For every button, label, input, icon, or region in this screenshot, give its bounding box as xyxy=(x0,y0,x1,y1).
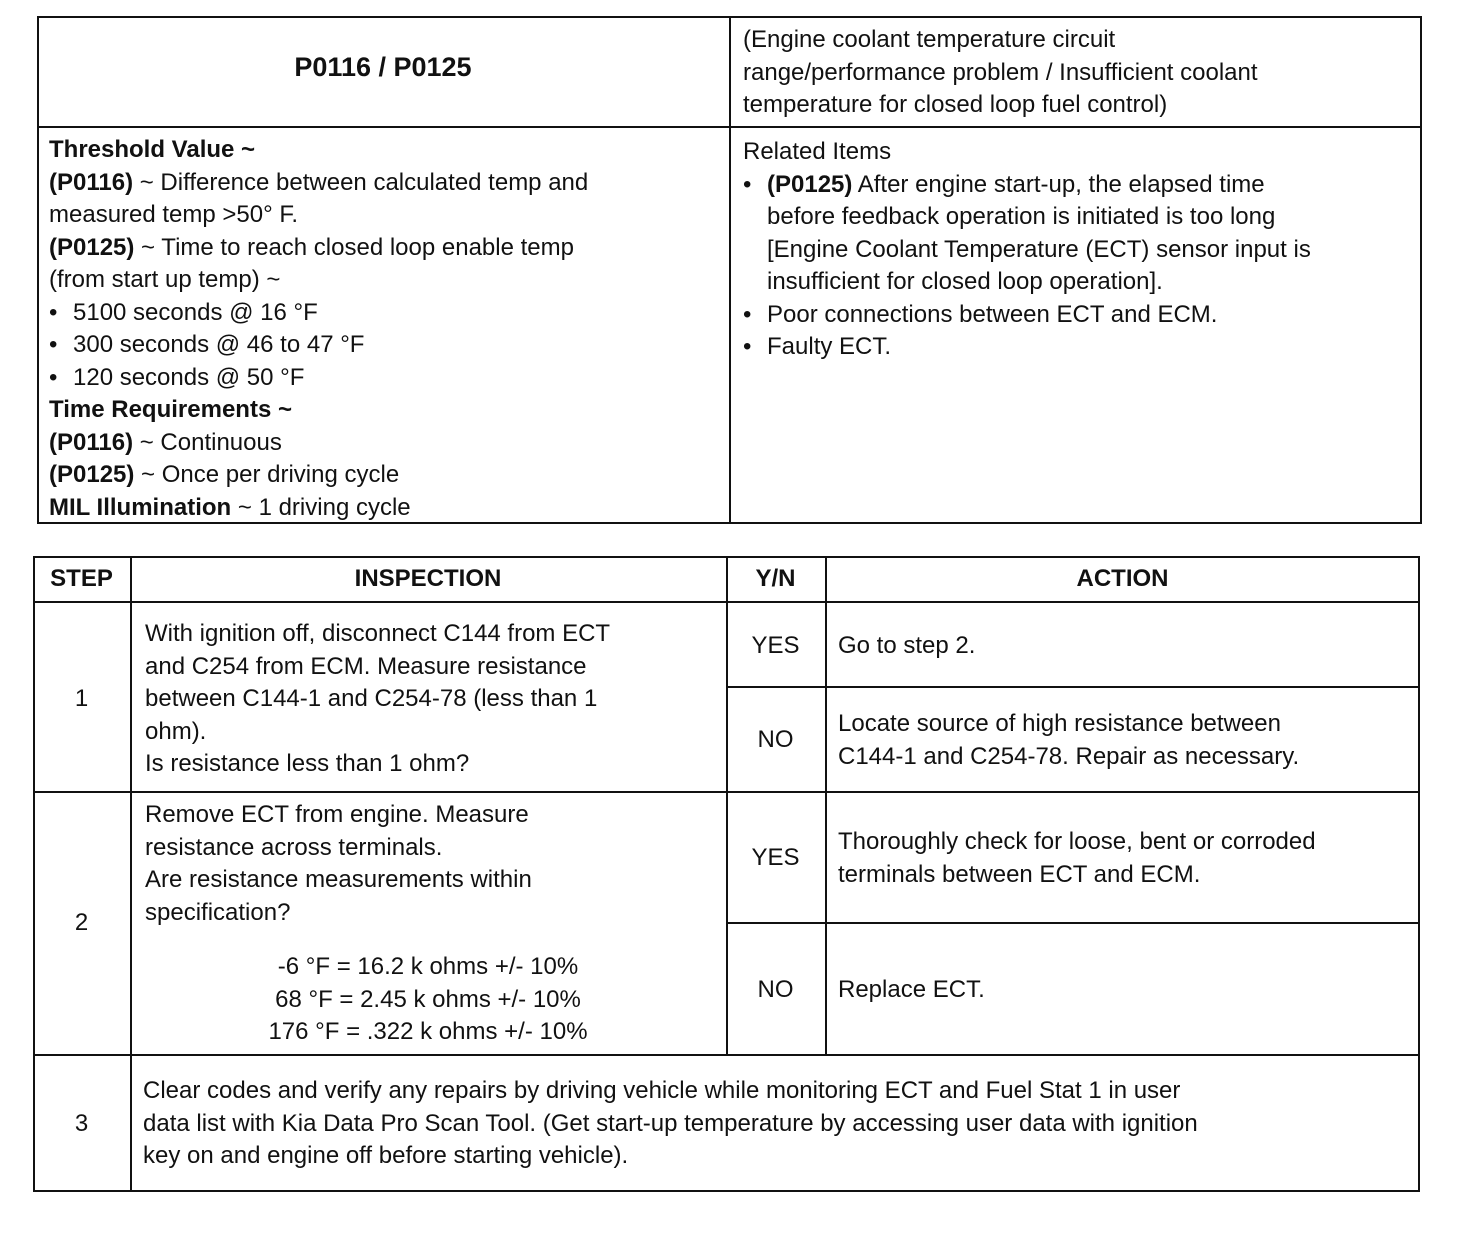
related-items-section xyxy=(743,136,1311,364)
dtc-summary-divider-vertical xyxy=(729,16,731,524)
related-items-title: Related Items xyxy=(743,138,892,165)
dtc-description xyxy=(743,24,1258,122)
action-line: Locate source of high resistance between xyxy=(838,710,1281,737)
action-line: C144-1 and C254-78. Repair as necessary. xyxy=(838,742,1300,770)
inspection-line: and C254 from ECM. Measure resistance xyxy=(145,652,587,680)
yes-label: YES xyxy=(751,632,800,659)
code-label: (P0116) xyxy=(49,168,134,196)
step1-no-action xyxy=(838,708,1299,773)
step1-yes-action: Go to step 2. xyxy=(838,632,976,659)
step2-no-action: Replace ECT. xyxy=(838,976,985,1003)
code-label: (P0125) xyxy=(49,461,135,488)
column-header-step: STEP xyxy=(50,565,113,592)
related-text: [Engine Coolant Temperature (ECT) sensor input is xyxy=(767,235,1311,263)
time-text: ~ Continuous xyxy=(133,428,282,456)
threshold-p0116-line1 xyxy=(49,167,588,200)
list-item: • Poor connections between ECT and ECM. xyxy=(743,299,1311,332)
list-item: • 5100 seconds @ 16 °F xyxy=(49,297,588,330)
step-column-divider xyxy=(130,556,132,1192)
dtc-description-line: temperature for closed loop fuel control) xyxy=(743,91,1168,118)
threshold-p0125-line2: (from start up temp) ~ xyxy=(49,266,281,293)
step3-text xyxy=(143,1075,1198,1173)
related-text: After engine start-up, the elapsed time xyxy=(852,170,1265,198)
code-label: (P0125) xyxy=(767,170,853,198)
step-number: 2 xyxy=(74,909,89,936)
list-item: • Faulty ECT. xyxy=(743,331,1311,364)
yes-label: YES xyxy=(751,844,800,871)
step3-line: key on and engine off before starting vehicle). xyxy=(143,1142,629,1169)
inspection-line: Is resistance less than 1 ohm? xyxy=(145,750,470,777)
step1-inspection xyxy=(145,618,610,781)
step1-step2-divider xyxy=(33,791,1420,793)
step2-inspection xyxy=(145,799,532,929)
inspection-line: Are resistance measurements within xyxy=(145,866,532,893)
mil-illumination xyxy=(49,492,588,525)
list-item xyxy=(743,169,1311,299)
spec-line: -6 °F = 16.2 k ohms +/- 10% xyxy=(277,953,579,980)
threshold-bullet-list xyxy=(49,297,588,395)
step2-yes-no-divider xyxy=(726,922,1420,924)
related-text: insufficient for closed loop operation]. xyxy=(767,268,1163,295)
step3-line: Clear codes and verify any repairs by driving vehicle while monitoring ECT and Fuel Stat 1 in user xyxy=(143,1077,1181,1104)
time-text: ~ Once per driving cycle xyxy=(134,461,400,488)
inspection-line: Remove ECT from engine. Measure xyxy=(145,801,529,828)
yn-column-divider xyxy=(825,556,827,1056)
code-label: (P0116) xyxy=(49,428,134,456)
time-p0116 xyxy=(49,427,588,460)
threshold-p0116-line2: measured temp >50° F. xyxy=(49,201,299,228)
related-items-list xyxy=(743,169,1311,364)
step3-line: data list with Kia Data Pro Scan Tool. (Get start-up temperature by accessing user data with ignition xyxy=(143,1109,1198,1137)
threshold-text: ~ Difference between calculated temp and xyxy=(133,168,589,196)
related-text: before feedback operation is initiated is too long xyxy=(767,203,1276,230)
action-line: terminals between ECT and ECM. xyxy=(838,860,1201,888)
dtc-code-title: P0116 / P0125 xyxy=(294,52,472,82)
dtc-description-line: (Engine coolant temperature circuit xyxy=(743,26,1116,53)
threshold-title: Threshold Value ~ xyxy=(49,136,256,163)
time-p0125 xyxy=(49,459,588,492)
inspection-line: specification? xyxy=(145,898,291,926)
action-line: Thoroughly check for loose, bent or corroded xyxy=(838,828,1316,855)
step1-yes-no-divider xyxy=(726,686,1420,688)
mil-label: MIL Illumination xyxy=(49,493,232,521)
step-number: 1 xyxy=(74,685,89,712)
no-label: NO xyxy=(757,976,794,1003)
code-label: (P0125) xyxy=(49,233,135,261)
step2-specifications xyxy=(130,951,726,1049)
list-item: • 300 seconds @ 46 to 47 °F xyxy=(49,329,588,362)
spec-line: 68 °F = 2.45 k ohms +/- 10% xyxy=(275,985,581,1013)
time-requirements-title: Time Requirements ~ xyxy=(49,396,292,423)
spec-line: 176 °F = .322 k ohms +/- 10% xyxy=(268,1018,588,1045)
inspection-line: resistance across terminals. xyxy=(145,833,443,861)
step2-yes-action xyxy=(838,826,1316,891)
column-header-inspection: INSPECTION xyxy=(354,565,502,592)
list-item: • 120 seconds @ 50 °F xyxy=(49,362,588,395)
threshold-p0125-line1 xyxy=(49,232,588,265)
header-row-divider xyxy=(33,601,1420,603)
inspection-line: ohm). xyxy=(145,717,207,745)
step-number: 3 xyxy=(74,1110,89,1137)
dtc-summary-divider-horizontal xyxy=(37,126,1422,128)
threshold-section xyxy=(49,134,588,524)
step2-step3-divider xyxy=(33,1054,1420,1056)
no-label: NO xyxy=(757,726,794,753)
mil-text: ~ 1 driving cycle xyxy=(231,493,411,521)
dtc-description-line: range/performance problem / Insufficient coolant xyxy=(743,58,1258,86)
column-header-yn: Y/N xyxy=(755,565,796,592)
column-header-action: ACTION xyxy=(1076,565,1169,592)
inspection-line: between C144-1 and C254-78 (less than 1 xyxy=(145,685,598,712)
threshold-text: ~ Time to reach closed loop enable temp xyxy=(134,233,574,261)
inspection-line: With ignition off, disconnect C144 from ECT xyxy=(145,620,611,647)
